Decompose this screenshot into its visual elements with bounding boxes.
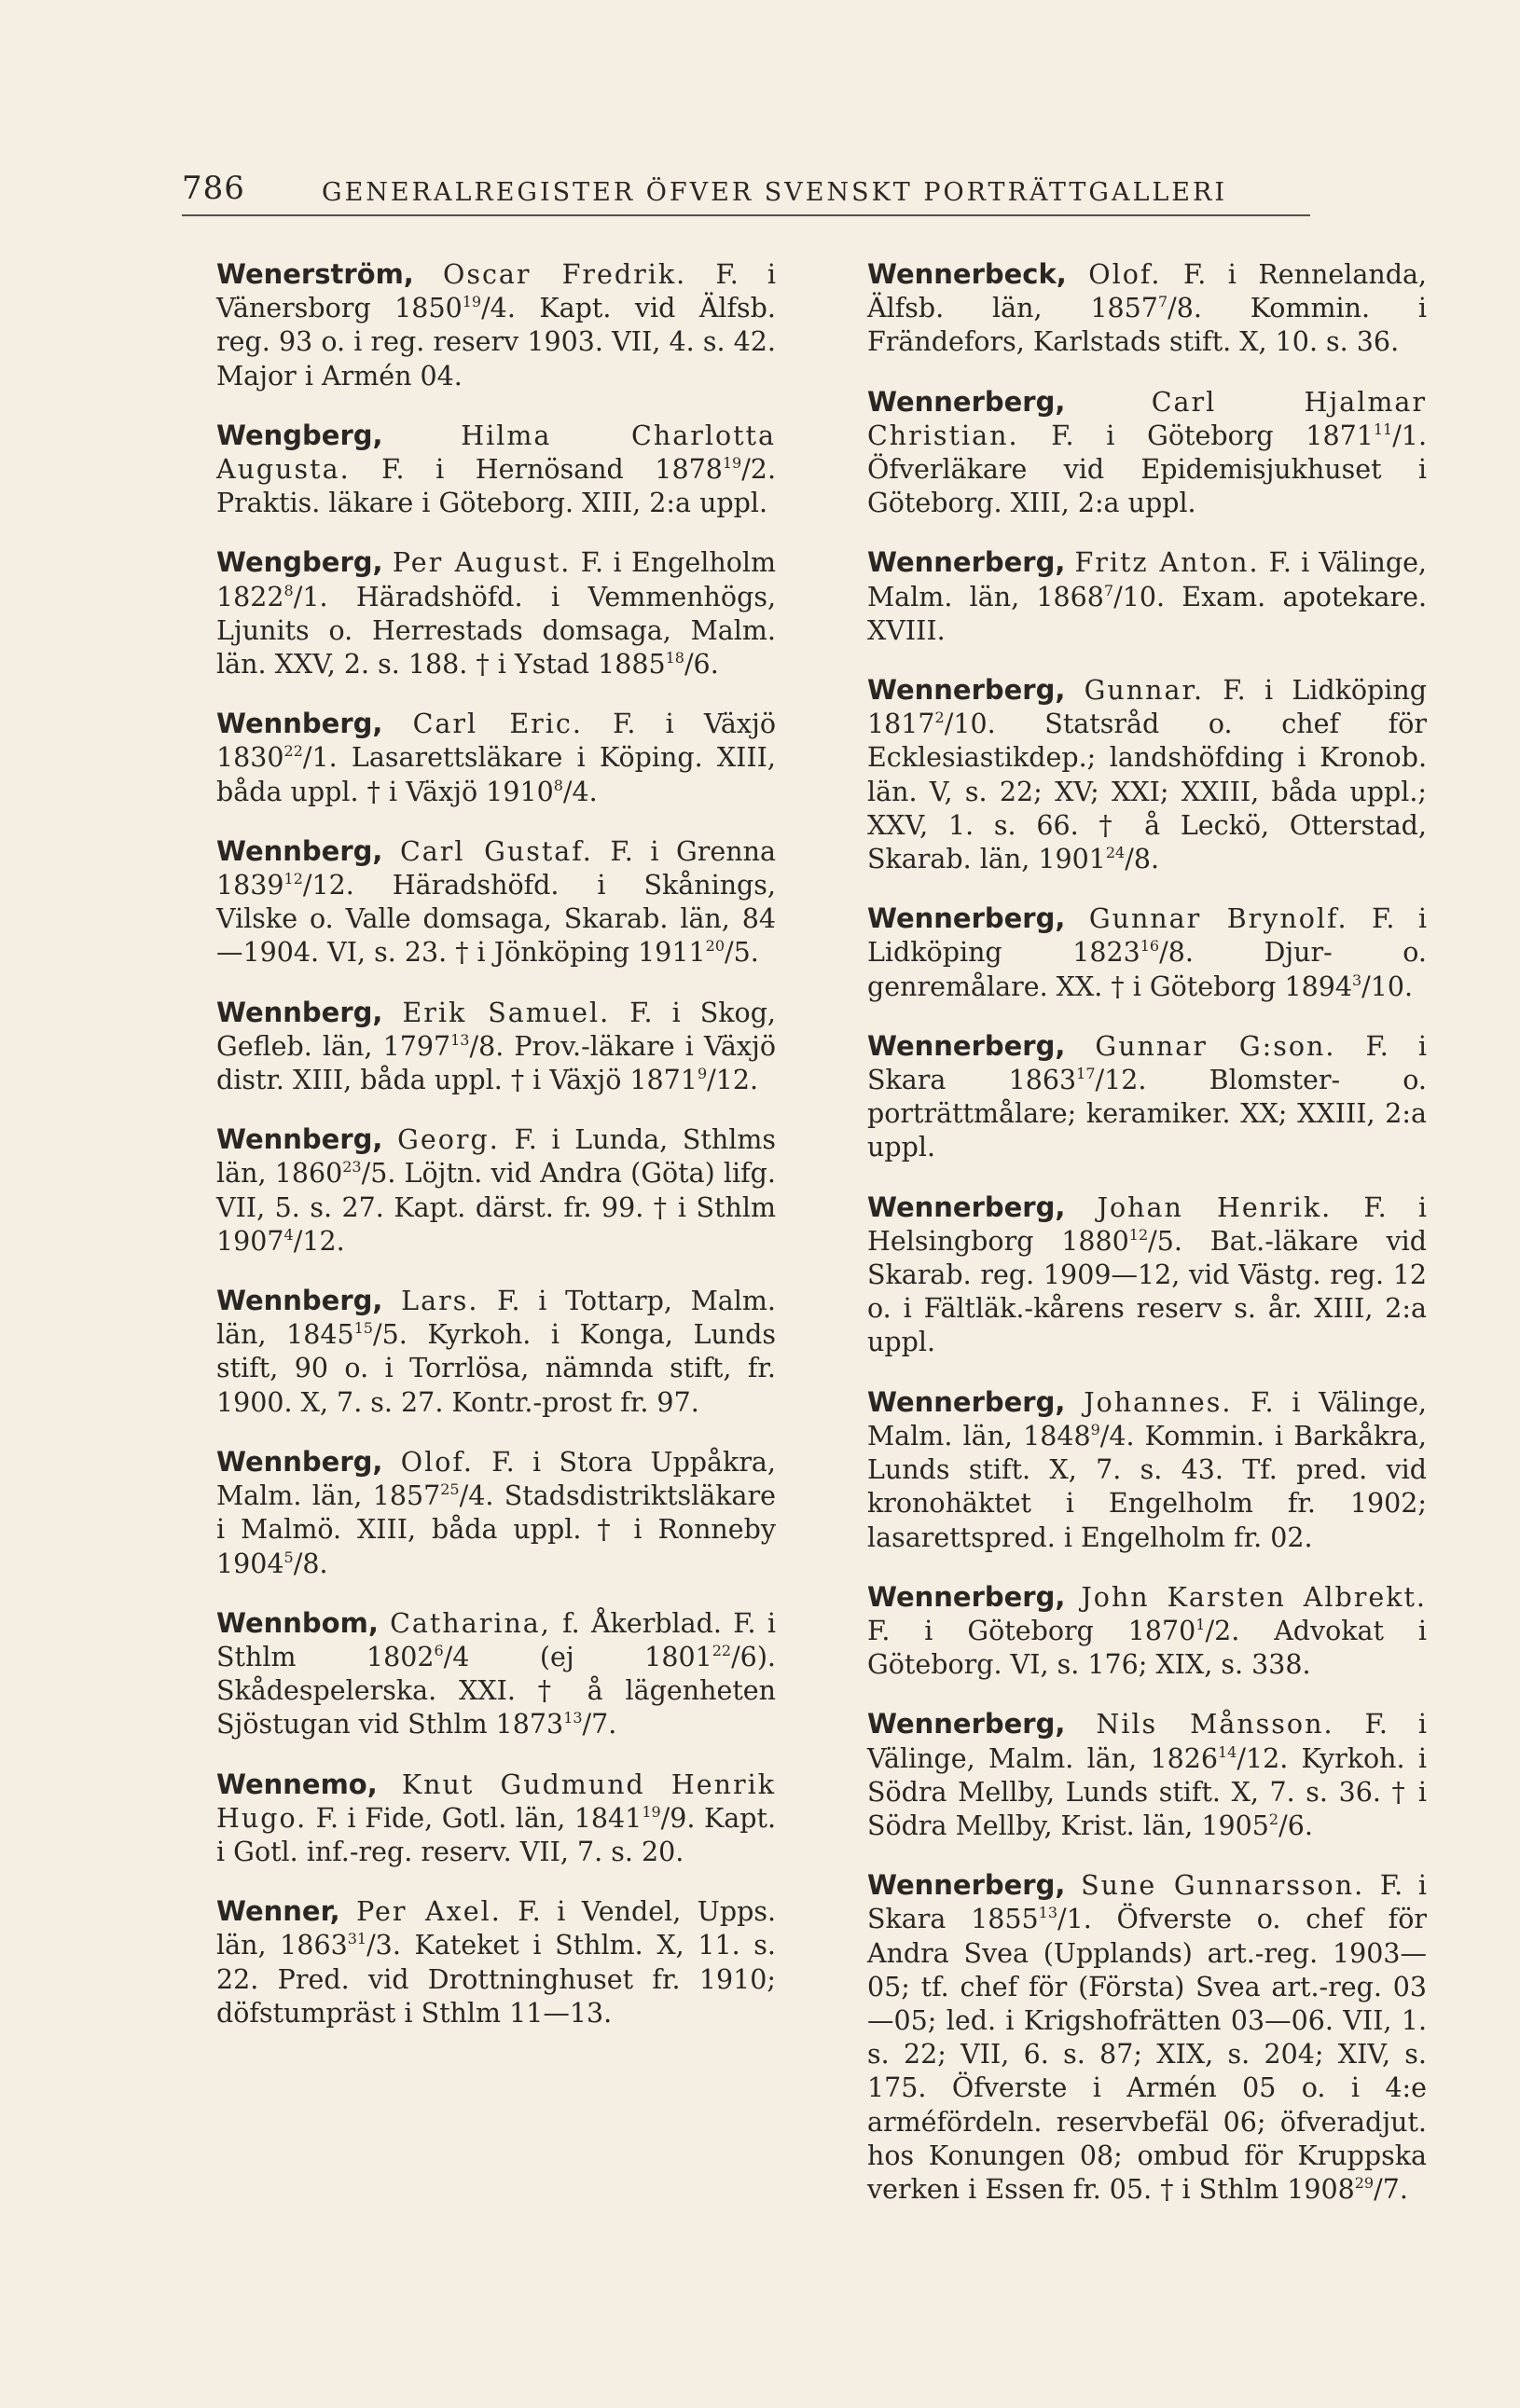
entry-given-names: Fritz Anton.	[1074, 547, 1260, 579]
entry-given-names: Erik Samuel.	[402, 997, 611, 1028]
entry-given-names: Lars.	[401, 1286, 479, 1317]
date-day-superscript: 25	[440, 1480, 460, 1499]
entry-given-names: Hilma Charlotta Augusta.	[216, 420, 777, 486]
register-entry: Wennbom, Catharina, f. Åkerblad. F. i Sthlm 1802$^6$/4 (ej 1801$^{22}$/6). Skådespelerska. XXI. † å lägenheten Sjöstugan vid Sthlm 1873$^{13}$/7.	[216, 1606, 776, 1741]
entry-surname: Wennberg,	[216, 1445, 383, 1478]
right-column	[867, 257, 1427, 2232]
entry-given-names: Carl Gustaf.	[399, 835, 593, 867]
date-day-superscript: 13	[450, 1030, 470, 1049]
entry-surname: Wennerberg,	[867, 385, 1066, 418]
date-day-superscript: 9	[697, 1065, 708, 1083]
date-day-superscript: 8	[553, 776, 563, 794]
entry-given-names: Georg.	[397, 1124, 500, 1156]
date-day-superscript: 9	[1090, 1420, 1100, 1438]
register-entry: Wennerberg, Nils Månsson. F. i Välinge, Malm. län, 1826$^{14}$/12. Kyrkoh. i Södra Mellby, Lunds stift. X, 7. s. 36. † i Södra Mellby, Krist. län, 1905$^2$/6.	[867, 1708, 1427, 1841]
entry-given-names: Catharina,	[390, 1607, 551, 1639]
register-entry: Wennerberg, Johan Henrik. F. i Helsingborg 1880$^{12}$/5. Bat.-läkare vid Skarab. reg. 1909—12, vid Västg. reg. 12 o. i Fältläk.-kårens reserv s. år. XIII, 2:a uppl.	[867, 1190, 1427, 1358]
date-day-superscript: 19	[642, 1802, 661, 1821]
register-entry: Wennerberg, Gunnar G:son. F. i Skara 1863$^{17}$/12. Blomster- o. porträttmålare; keramiker. XX; XXIII, 2:a uppl.	[867, 1029, 1427, 1163]
entry-given-names: Johannes.	[1084, 1386, 1233, 1418]
date-day-superscript: 23	[342, 1158, 362, 1176]
entry-given-names: Olof.	[400, 1446, 474, 1478]
entry-given-names: Sune Gunnarsson.	[1081, 1870, 1365, 1902]
entry-given-names: Gunnar G:son.	[1095, 1030, 1336, 1062]
date-day-superscript: 22	[283, 742, 303, 761]
entry-surname: Wennerberg,	[867, 1580, 1066, 1613]
entry-surname: Wenner,	[216, 1895, 340, 1928]
date-day-superscript: 31	[347, 1930, 367, 1948]
date-day-superscript: 12	[283, 870, 303, 888]
entry-surname: Wennbom,	[216, 1606, 379, 1639]
entry-given-names: Johan Henrik.	[1097, 1191, 1333, 1223]
register-entry: Wennberg, Erik Samuel. F. i Skog, Gefleb. län, 1797$^{13}$/8. Prov.-läkare i Växjö distr. XIII, båda uppl. † i Växjö 1871$^9$/12.	[216, 996, 776, 1096]
date-day-superscript: 13	[1038, 1904, 1058, 1922]
date-day-superscript: 13	[563, 1709, 583, 1727]
running-title: GENERALREGISTER ÖFVER SVENSKT PORTRÄTTGALLERI	[322, 178, 1228, 207]
entry-given-names: Carl Hjalmar Christian.	[867, 386, 1427, 451]
register-entry: Wennemo, Knut Gudmund Henrik Hugo. F. i Fide, Gotl. län, 1841$^{19}$/9. Kapt. i Gotl. inf.-reg. reserv. VII, 7. s. 20.	[216, 1768, 776, 1867]
register-entry: Wennerberg, Fritz Anton. F. i Välinge, Malm. län, 1868$^7$/10. Exam. apotekare. XVIII.	[867, 546, 1427, 646]
entry-surname: Wennerberg,	[867, 1029, 1066, 1062]
entry-given-names: Per Axel.	[356, 1896, 502, 1928]
date-day-superscript: 2	[1268, 1809, 1279, 1828]
entry-surname: Wengberg,	[216, 546, 383, 579]
date-day-superscript: 8	[283, 581, 294, 599]
register-entry: Wenerström, Oscar Fredrik. F. i Vänersborg 1850$^{19}$/4. Kapt. vid Älfsb. reg. 93 o. i reg. reserv 1903. VII, 4. s. 42. Major i Armén 04.	[216, 258, 776, 392]
register-entry: Wennerberg, Sune Gunnarsson. F. i Skara 1855$^{13}$/1. Öfverste o. chef för Andra Svea (Upplands) art.-reg. 1903—05; tf. chef för (Första) Svea art.-reg. 03—05; led. i Krigshofrätten 03—06. VII, 1. s. 22; VII, 6. s. 87; XIX, s. 204; XIV, s. 175. Öfverste i Armén 05 o. i 4:e arméfördeln. reservbefäl 06; öfveradjut. hos Konungen 08; ombud för Kruppska verken i Essen fr. 05. † i Sthlm 1908$^{29}$/7.	[867, 1869, 1428, 2205]
date-day-superscript: 18	[665, 649, 684, 667]
left-column	[216, 257, 776, 2056]
date-day-superscript: 29	[1354, 2173, 1375, 2192]
register-entry: Wennberg, Olof. F. i Stora Uppåkra, Malm. län, 1857$^{25}$/4. Stadsdistriktsläkare i Malmö. XIII, båda uppl. † i Ronneby 1904$^5$/8.	[216, 1445, 777, 1579]
entry-given-names: Nils Månsson.	[1096, 1709, 1334, 1741]
date-day-superscript: 5	[283, 1548, 294, 1566]
entry-surname: Wennerberg,	[867, 546, 1066, 579]
date-day-superscript: 14	[1217, 1742, 1237, 1761]
date-day-superscript: 20	[705, 937, 725, 956]
entry-surname: Wennerberg,	[867, 674, 1066, 707]
entry-given-names: Carl Eric.	[412, 709, 583, 740]
register-entry: Wenner, Per Axel. F. i Vendel, Upps. län, 1863$^{31}$/3. Kateket i Sthlm. X, 11. s. 22. Pred. vid Drottninghuset fr. 1910; döfstumpräst i Sthlm 11—13.	[216, 1895, 776, 2029]
register-entry: Wengberg, Per August. F. i Engelholm 1822$^8$/1. Häradshöfd. i Vemmenhögs, Ljunits o. Herrestads domsaga, Malm. län. XXV, 2. s. 188. † i Ystad 1885$^{18}$/6.	[216, 546, 776, 681]
page-header	[182, 170, 1310, 216]
register-entry: Wennerberg, Carl Hjalmar Christian. F. i Göteborg 1871$^{11}$/1. Öfverläkare vid Epidemisjukhuset i Göteborg. XIII, 2:a uppl.	[867, 385, 1427, 519]
date-day-superscript: 15	[353, 1319, 373, 1338]
date-day-superscript: 22	[712, 1641, 732, 1659]
register-entry: Wennberg, Carl Eric. F. i Växjö 1830$^{22}$/1. Lasarettsläkare i Köping. XIII, båda uppl. † i Växjö 1910$^8$/4.	[216, 708, 776, 807]
date-day-superscript: 6	[434, 1641, 444, 1659]
date-day-superscript: 2	[934, 709, 945, 727]
entry-surname: Wenerström,	[216, 258, 414, 290]
date-day-superscript: 7	[1157, 293, 1168, 311]
entry-given-names: John Karsten Albrekt.	[1081, 1581, 1427, 1613]
entry-given-names: Per August.	[392, 547, 572, 579]
entry-given-names: Knut Gudmund Henrik Hugo.	[216, 1768, 776, 1834]
entry-given-names: Gunnar Brynolf.	[1088, 903, 1348, 935]
entry-given-names: Olof.	[1088, 259, 1162, 290]
entry-surname: Wennerberg,	[867, 902, 1066, 935]
entry-surname: Wennberg,	[216, 834, 383, 867]
page-number: 786	[182, 170, 245, 207]
entry-surname: Wennberg,	[216, 708, 383, 740]
register-entry: Wennerberg, Johannes. F. i Välinge, Malm. län, 1848$^9$/4. Kommin. i Barkåkra, Lunds stift. X, 7. s. 43. Tf. pred. vid kronohäktet i Engelholm fr. 1902; lasarettspred. i Engelholm fr. 02.	[867, 1385, 1427, 1553]
entry-surname: Wennberg,	[216, 1123, 383, 1156]
entry-surname: Wennberg,	[216, 1285, 383, 1317]
register-entry: Wennerberg, Gunnar. F. i Lidköping 1817$^2$/10. Statsråd o. chef för Ecklesiastikdep.; landshöfding i Kronob. län. V, s. 22; XV; XXI; XXIII, båda uppl.; XXV, 1. s. 66. † å Leckö, Otterstad, Skarab. län, 1901$^{24}$/8.	[867, 674, 1428, 875]
entry-surname: Wennerberg,	[867, 1385, 1066, 1418]
entry-surname: Wennerberg,	[867, 1190, 1066, 1223]
date-day-superscript: 3	[1351, 970, 1362, 989]
date-day-superscript: 1	[1195, 1615, 1206, 1633]
register-entry: Wennerberg, John Karsten Albrekt. F. i Göteborg 1870$^1$/2. Advokat i Göteborg. VI, s. 176; XIX, s. 338.	[867, 1580, 1428, 1681]
date-day-superscript: 4	[283, 1225, 294, 1244]
register-entry: Wengberg, Hilma Charlotta Augusta. F. i Hernösand 1878$^{19}$/2. Praktis. läkare i Göteborg. XIII, 2:a uppl.	[216, 419, 777, 519]
entry-surname: Wennberg,	[216, 996, 383, 1028]
entry-surname: Wennerberg,	[867, 1708, 1066, 1741]
register-entry: Wennberg, Lars. F. i Tottarp, Malm. län, 1845$^{15}$/5. Kyrkoh. i Konga, Lunds stift, 90 o. i Torrlösa, nämnda stift, fr. 1900. X, 7. s. 27. Kontr.-prost fr. 97.	[216, 1285, 776, 1418]
date-day-superscript: 17	[1076, 1065, 1096, 1083]
date-day-superscript: 19	[462, 293, 482, 311]
register-entry: Wennberg, Georg. F. i Lunda, Sthlms län, 1860$^{23}$/5. Löjtn. vid Andra (Göta) lifg. VII, 5. s. 27. Kapt. därst. fr. 99. † i Sthlm 1907$^4$/12.	[216, 1123, 777, 1257]
entry-given-names: Gunnar.	[1084, 675, 1205, 707]
register-entry: Wennberg, Carl Gustaf. F. i Grenna 1839$^{12}$/12. Häradshöfd. i Skånings, Vilske o. Valle domsaga, Skarab. län, 84—1904. VI, s. 23. † i Jönköping 1911$^{20}$/5.	[216, 834, 776, 969]
date-day-superscript: 7	[1103, 581, 1114, 599]
entry-surname: Wennemo,	[216, 1768, 378, 1800]
date-day-superscript: 12	[1128, 1225, 1149, 1244]
date-day-superscript: 19	[722, 454, 742, 473]
entry-surname: Wengberg,	[216, 419, 383, 451]
date-day-superscript: 24	[1105, 844, 1126, 862]
entry-surname: Wennerberg,	[867, 1869, 1066, 1902]
date-day-superscript: 11	[1373, 420, 1393, 438]
register-entry: Wennerbeck, Olof. F. i Rennelanda, Älfsb. län, 1857$^7$/8. Kommin. i Frändefors, Karlstads stift. X, 10. s. 36.	[867, 258, 1427, 358]
entry-given-names: Oscar Fredrik.	[442, 259, 687, 290]
date-day-superscript: 16	[1140, 937, 1160, 956]
register-entry: Wennerberg, Gunnar Brynolf. F. i Lidköping 1823$^{16}$/8. Djur- o. genremålare. XX. † i Göteborg 1894$^3$/10.	[867, 902, 1427, 1002]
entry-surname: Wennerbeck,	[867, 258, 1067, 290]
